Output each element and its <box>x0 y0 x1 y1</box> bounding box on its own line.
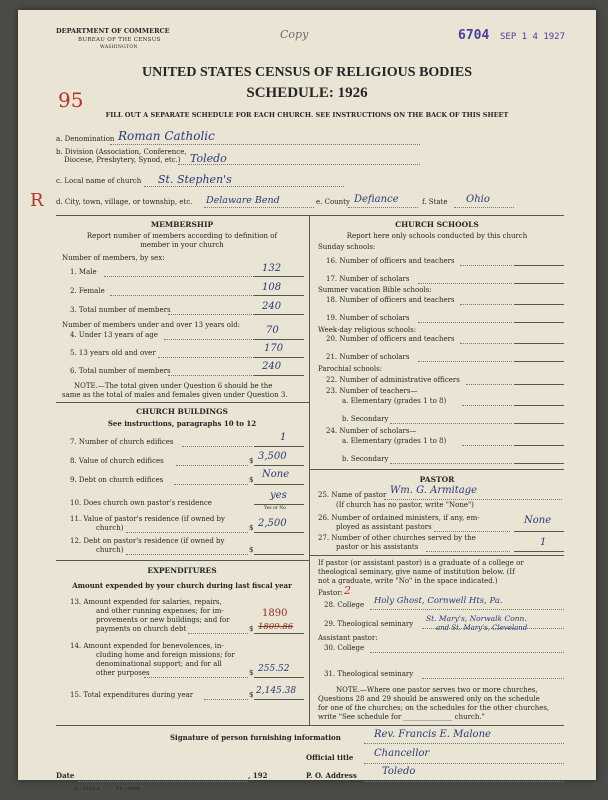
q15-currency: $ <box>249 691 254 699</box>
q11-label-2: church) <box>96 524 124 532</box>
division-label-line2: Diocese, Presbytery, Synod, etc.) <box>64 156 181 164</box>
q11-currency: $ <box>249 524 254 532</box>
city-town-label: d. City, town, village, or township, etc. <box>56 198 193 206</box>
membership-note-1: NOTE.—The total given under Question 6 should be the <box>74 382 273 390</box>
q7-label: 7. Number of church edifices <box>70 438 174 446</box>
q5-value[interactable]: 170 <box>264 343 284 354</box>
by-age-label: Number of members under and over 13 years old: <box>62 321 241 329</box>
q23a-label: a. Elementary (grades 1 to 8) <box>342 397 447 405</box>
q11-value[interactable]: 2,500 <box>258 518 287 529</box>
local-name-value[interactable]: St. Stephen's <box>158 173 232 186</box>
q2-label: 2. Female <box>70 287 105 295</box>
weekday-label: Week-day religious schools: <box>318 326 417 334</box>
q16-label: 16. Number of officers and teachers <box>326 257 455 265</box>
grad-note-3: not a graduate, write "No" in the space indicated.) <box>318 577 498 585</box>
q29-label: 29. Theological seminary <box>324 620 414 628</box>
pastor-note-2: Questions 28 and 29 should be answered only on the schedule <box>318 695 540 703</box>
q2-value[interactable]: 108 <box>262 282 282 293</box>
q24a-label: a. Elementary (grades 1 to 8) <box>342 437 447 445</box>
q14-line-2: cluding home and foreign missions; for <box>96 651 235 659</box>
city-label: WASHINGTON <box>100 45 138 50</box>
q14-value[interactable]: 255.52 <box>258 664 290 674</box>
grad-note-2: theological seminary, give name of institution below. (If <box>318 568 515 576</box>
q24b-label: b. Secondary <box>342 455 389 463</box>
q8-currency: $ <box>249 457 254 465</box>
pastor-mark: 2 <box>344 584 351 597</box>
form-subtitle: SCHEDULE: 1926 <box>246 85 368 101</box>
signature-label: Signature of person furnishing information <box>170 733 341 742</box>
division-label-line1: b. Division (Association, Conference, <box>56 148 187 156</box>
church-schools-intro: Report here only schools conducted by this church <box>346 232 528 240</box>
q13-currency: $ <box>249 625 254 633</box>
q31-label: 31. Theological seminary <box>324 670 414 678</box>
assistant-label: Assistant pastor: <box>318 634 378 642</box>
q13-value[interactable]: 1890 <box>262 608 288 619</box>
po-address-value[interactable]: Toledo <box>382 766 416 777</box>
q13-line-4: payments on church debt <box>96 625 187 633</box>
q8-value[interactable]: 3,500 <box>258 451 287 462</box>
q24-label: 24. Number of scholars— <box>326 427 417 435</box>
q23b-label: b. Secondary <box>342 415 389 423</box>
membership-note-2: same as the total of males and females given under Question 3. <box>62 391 288 399</box>
q9-currency: $ <box>249 476 254 484</box>
q12-currency: $ <box>249 546 254 554</box>
year-suffix: , 192 <box>248 771 268 780</box>
q25-label: 25. Name of pastor <box>318 491 387 499</box>
q10-label: 10. Does church own pastor's residence <box>70 499 212 507</box>
q14-currency: $ <box>249 669 254 677</box>
sunday-label: Sunday schools: <box>318 243 376 251</box>
parochial-label: Parochial schools: <box>318 365 383 373</box>
q26-line-1: 26. Number of ordained ministers, if any, em- <box>318 514 480 522</box>
membership-title: MEMBERSHIP <box>150 220 214 229</box>
q10-hint: Yes or No <box>264 506 286 511</box>
q13-line-2: and other running expenses; for im- <box>96 607 224 615</box>
q3-label: 3. Total number of members <box>70 306 171 314</box>
q12-label-2: church) <box>96 546 124 554</box>
q8-label: 8. Value of church edifices <box>70 457 164 465</box>
q27-line-1: 27. Number of other churches served by the <box>318 534 476 542</box>
expenditures-subtitle: Amount expended by your church during last fiscal year <box>72 581 292 590</box>
pastor-note-3: for one of the churches; on the schedules for the other churches, <box>318 704 550 712</box>
date-label: Date <box>56 771 75 780</box>
copy-note: Copy <box>280 28 309 41</box>
q26-line-2: ployed as assistant pastors <box>336 523 432 531</box>
q13-line-3: provements or new buildings; and for <box>96 616 230 624</box>
pastor-label: Pastor: <box>318 589 343 597</box>
q1-value[interactable]: 132 <box>262 263 282 274</box>
form-code: S—5518 a <box>74 786 100 792</box>
q26-value[interactable]: None <box>524 515 552 526</box>
q11-label-1: 11. Value of pastor's residence (if owned by <box>70 515 225 523</box>
q18-label: 18. Number of officers and teachers <box>326 296 455 304</box>
q7-value[interactable]: 1 <box>280 432 287 443</box>
official-title-value[interactable]: Chancellor <box>374 748 430 759</box>
local-name-label: c. Local name of church <box>56 177 142 185</box>
q29-value-1[interactable]: St. Mary's, Norwalk Conn. <box>426 614 527 623</box>
q6-label: 6. Total number of members <box>70 367 171 375</box>
state-value[interactable]: Ohio <box>466 194 490 205</box>
q14-line-3: denominational support; and for all <box>96 660 222 668</box>
red-mark: R <box>30 190 44 211</box>
county-label: e. County <box>316 198 350 206</box>
q10-value[interactable]: yes <box>270 490 287 501</box>
q5-label: 5. 13 years old and over <box>70 349 156 357</box>
form-title: UNITED STATES CENSUS OF RELIGIOUS BODIES <box>141 65 472 80</box>
q28-label: 28. College <box>324 601 365 609</box>
pastor-note-1: NOTE.—Where one pastor serves two or more churches, <box>336 686 538 694</box>
signature-value[interactable]: Rev. Francis E. Malone <box>374 729 491 740</box>
q30-label: 30. College <box>324 644 365 652</box>
census-schedule-page <box>18 10 596 792</box>
county-value[interactable]: Defiance <box>354 194 399 205</box>
q23-label: 23. Number of teachers— <box>326 387 418 395</box>
state-label: f. State <box>422 198 448 206</box>
membership-intro-2: member in your church <box>140 241 224 249</box>
q3-value[interactable]: 240 <box>262 301 282 312</box>
q1-label: 1. Male <box>70 268 97 276</box>
bureau-label: BUREAU OF THE CENSUS <box>78 37 161 43</box>
q15-value[interactable]: 2,145.38 <box>256 686 297 696</box>
q22-label: 22. Number of administrative officers <box>326 376 460 384</box>
q12-label-1: 12. Debt on pastor's residence (if owned by <box>70 537 225 545</box>
q27-line-2: pastor or his assistants <box>336 543 419 551</box>
q29-value-2[interactable]: and St. Mary's, Cleveland <box>436 624 528 632</box>
print-code: 11—8084 <box>116 786 141 792</box>
q28-value[interactable]: Holy Ghost, Cornwell Hts, Pa. <box>374 596 503 606</box>
po-address-label: P. O. Address <box>306 771 357 780</box>
q25-hint: (If church has no pastor, write "None") <box>336 501 474 509</box>
q17-label: 17. Number of scholars <box>326 275 410 283</box>
division-value[interactable]: Toledo <box>190 152 227 165</box>
buildings-subtitle: See instructions, paragraphs 10 to 12 <box>107 419 257 428</box>
buildings-title: CHURCH BUILDINGS <box>136 407 228 416</box>
by-sex-label: Number of members, by sex: <box>62 254 165 262</box>
city-town-value[interactable]: Delaware Bend <box>206 195 280 206</box>
expenditures-title: EXPENDITURES <box>147 566 217 575</box>
q9-label: 9. Debt on church edifices <box>70 476 164 484</box>
q20-label: 20. Number of officers and teachers <box>326 335 455 343</box>
official-title-label: Official title <box>306 753 354 762</box>
q19-label: 19. Number of scholars <box>326 314 410 322</box>
grad-note-1: If pastor (or assistant pastor) is a graduate of a college or <box>318 559 524 567</box>
form-instructions: FILL OUT A SEPARATE SCHEDULE FOR EACH CHURCH. SEE INSTRUCTIONS ON THE BACK OF THIS SHEET <box>105 111 509 119</box>
denomination-label: a. Denomination <box>56 135 115 143</box>
q13-crossed-value: 1809.86 <box>258 622 294 632</box>
pastor-note-4: write "See schedule for ______________ church." <box>318 713 485 721</box>
q9-value[interactable]: None <box>262 469 290 480</box>
department-label: DEPARTMENT OF COMMERCE <box>56 27 170 35</box>
q6-value[interactable]: 240 <box>262 361 282 372</box>
pastor-title: PASTOR <box>419 475 455 484</box>
q15-label: 15. Total expenditures during year <box>70 691 194 699</box>
church-schools-title: CHURCH SCHOOLS <box>395 220 479 229</box>
q14-line-4: other purposes <box>96 669 150 677</box>
red-number: 95 <box>58 88 84 112</box>
stamp-date: SEP 1 4 1927 <box>500 32 566 42</box>
q13-line-1: 13. Amount expended for salaries, repairs, <box>70 598 222 606</box>
q21-label: 21. Number of scholars <box>326 353 410 361</box>
stamp-number: 6704 <box>458 28 490 43</box>
q4-label: 4. Under 13 years of age <box>70 331 158 339</box>
q27-value[interactable]: 1 <box>540 537 547 548</box>
denomination-value[interactable]: Roman Catholic <box>118 129 215 143</box>
q14-line-1: 14. Amount expended for benevolences, in- <box>70 642 224 650</box>
summer-label: Summer vacation Bible schools: <box>318 286 432 294</box>
q4-value[interactable]: 70 <box>266 325 279 336</box>
membership-intro-1: Report number of members according to definition of <box>86 232 278 240</box>
q25-value[interactable]: Wm. G. Armitage <box>390 485 478 496</box>
